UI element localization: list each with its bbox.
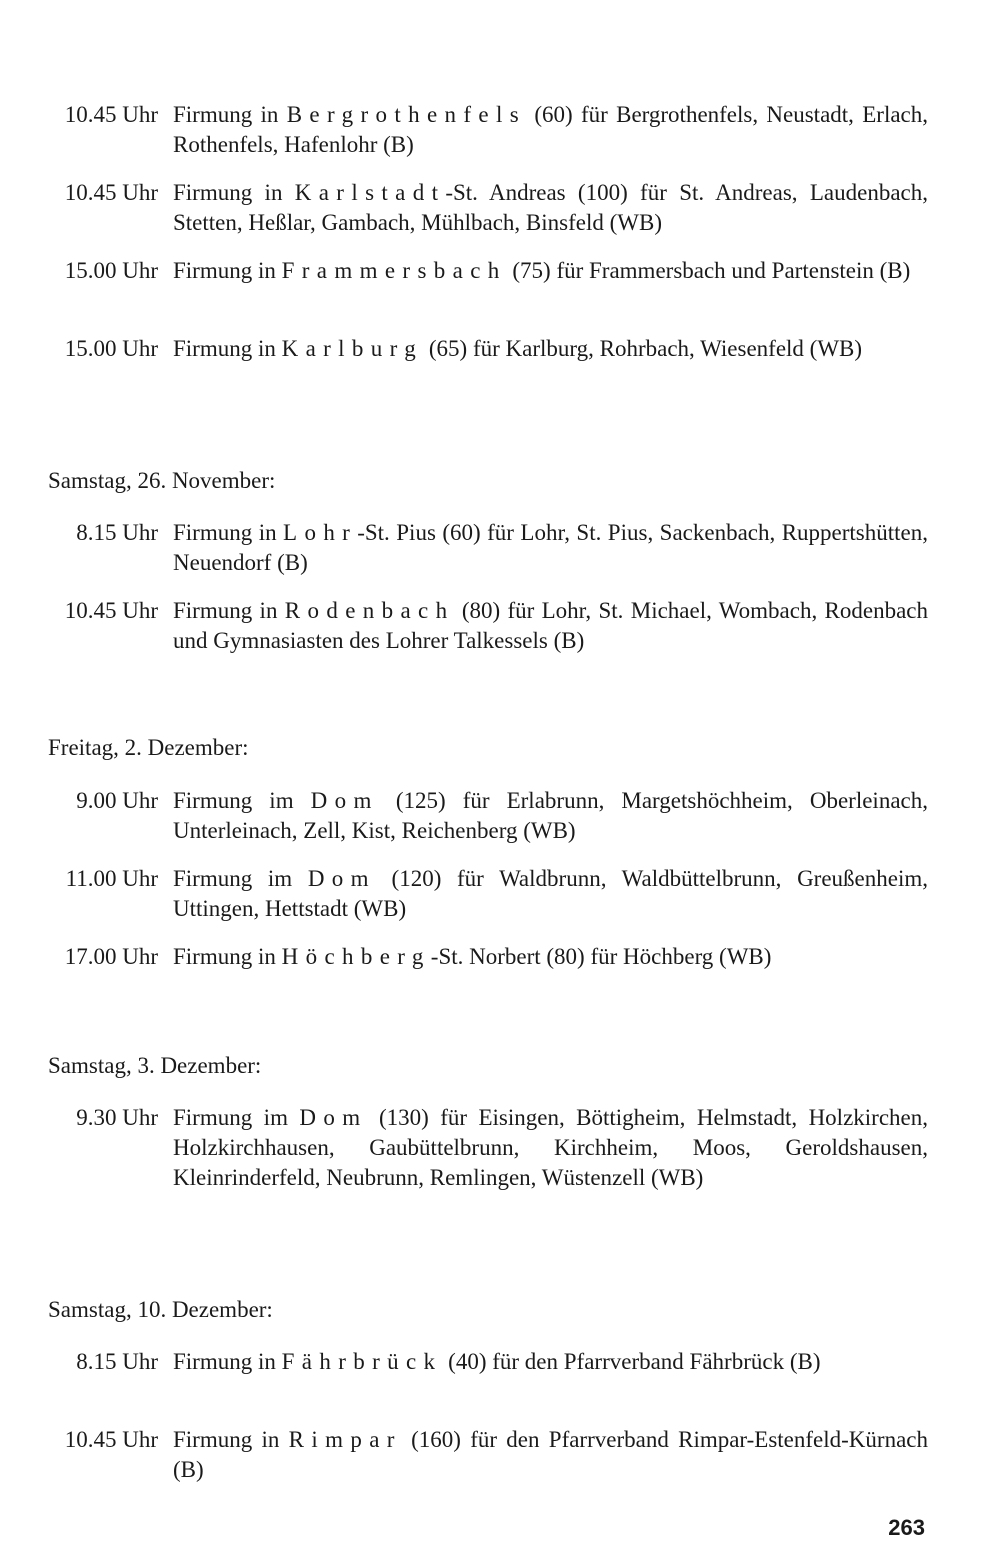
entry-place: Höchberg xyxy=(281,944,431,969)
entry-place: Frammersbach xyxy=(281,258,507,283)
entry-details: (80) für Lohr, St. Michael, Wombach, Rodenbach und Gymnasiasten des Lohrer Talkessels (B) xyxy=(173,598,928,653)
entry-time: 11.00 Uhr xyxy=(65,866,158,891)
entry-place: Dom xyxy=(307,866,376,891)
entry-text xyxy=(173,1103,928,1193)
day-heading: Samstag, 3. Dezember: xyxy=(48,1053,262,1078)
entry-details: -St. Andreas (100) für St. Andreas, Laudenbach, Stetten, Heßlar, Gambach, Mühlbach, Binsfeld (WB) xyxy=(173,180,929,235)
entry-time: 9.30 Uhr xyxy=(76,1105,158,1130)
entry-text xyxy=(173,942,928,972)
entry-details: (125) für Erlabrunn, Margetshöchheim, Oberleinach, Unterleinach, Zell, Kist, Reichenberg (WB) xyxy=(173,788,928,843)
entry-details: (120) für Waldbrunn, Waldbüttelbrunn, Greußenheim, Uttingen, Hettstadt (WB) xyxy=(173,866,929,921)
entry-place: Rodenbach xyxy=(284,598,455,623)
entry-place: Karlstadt xyxy=(294,180,446,205)
entry-text xyxy=(173,100,928,160)
entry-details: (65) für Karlburg, Rohrbach, Wiesenfeld (WB) xyxy=(423,336,863,361)
entry-place: Dom xyxy=(299,1105,368,1130)
entry-time: 10.45 Uhr xyxy=(64,102,158,127)
entry-details: (160) für den Pfarrverband Rimpar-Estenfeld-Kürnach (B) xyxy=(173,1427,928,1482)
entry-text xyxy=(173,786,928,846)
entry-place: Dom xyxy=(310,788,379,813)
entry-prefix: Firmung in xyxy=(173,1349,282,1374)
page-number: 263 xyxy=(888,1515,925,1540)
entry-prefix: Firmung in xyxy=(173,258,282,283)
entry-time: 10.45 Uhr xyxy=(64,598,158,623)
entry-prefix: Firmung im xyxy=(173,788,311,813)
entry-text xyxy=(173,518,928,578)
entry-text xyxy=(173,256,928,286)
entry-text xyxy=(173,178,928,238)
entry-place: Karlburg xyxy=(281,336,424,361)
entry-text xyxy=(173,1425,928,1485)
entry-place: Rimpar xyxy=(288,1427,402,1452)
day-heading: Freitag, 2. Dezember: xyxy=(48,735,249,760)
entry-prefix: Firmung im xyxy=(173,1105,300,1130)
entry-place: Lohr xyxy=(283,520,358,545)
entry-time: 8.15 Uhr xyxy=(76,520,158,545)
entry-details: -St. Norbert (80) für Höchberg (WB) xyxy=(430,944,772,969)
entry-prefix: Firmung in xyxy=(173,520,284,545)
entry-place: Bergrothenfels xyxy=(286,102,527,127)
entry-details: (130) für Eisingen, Böttigheim, Helmstadt, Holzkirchen, Holzkirchhausen, Gaubüttelbrunn, Kirchheim, Moos, Geroldshausen, Kleinrinderfeld, Neubrunn, Remlingen, Wüstenzell (WB) xyxy=(173,1105,928,1190)
entry-text xyxy=(173,864,928,924)
entry-prefix: Firmung in xyxy=(173,1427,289,1452)
entry-time: 15.00 Uhr xyxy=(64,258,158,283)
entry-prefix: Firmung in xyxy=(173,944,282,969)
entry-time: 8.15 Uhr xyxy=(76,1349,158,1374)
entry-prefix: Firmung in xyxy=(173,336,282,361)
entry-prefix: Firmung in xyxy=(173,102,287,127)
entry-time: 17.00 Uhr xyxy=(64,944,158,969)
entry-details: (40) für den Pfarrverband Fährbrück (B) xyxy=(442,1349,821,1374)
day-heading: Samstag, 26. November: xyxy=(48,468,276,493)
entry-text xyxy=(173,334,928,364)
day-heading: Samstag, 10. Dezember: xyxy=(48,1297,273,1322)
entry-prefix: Firmung in xyxy=(173,180,295,205)
entry-prefix: Firmung im xyxy=(173,866,308,891)
entry-prefix: Firmung in xyxy=(173,598,285,623)
entry-text xyxy=(173,596,928,656)
entry-details: (75) für Frammersbach und Partenstein (B) xyxy=(506,258,911,283)
entry-details: -St. Pius (60) für Lohr, St. Pius, Sackenbach, Ruppertshütten, Neuendorf (B) xyxy=(173,520,928,575)
entry-time: 10.45 Uhr xyxy=(64,180,158,205)
entry-time: 15.00 Uhr xyxy=(64,336,158,361)
entry-time: 10.45 Uhr xyxy=(64,1427,158,1452)
entry-place: Fährbrück xyxy=(281,1349,443,1374)
entry-details: (60) für Bergrothenfels, Neustadt, Erlach, Rothenfels, Hafenlohr (B) xyxy=(173,102,928,157)
entry-time: 9.00 Uhr xyxy=(76,788,158,813)
entry-text xyxy=(173,1347,928,1377)
